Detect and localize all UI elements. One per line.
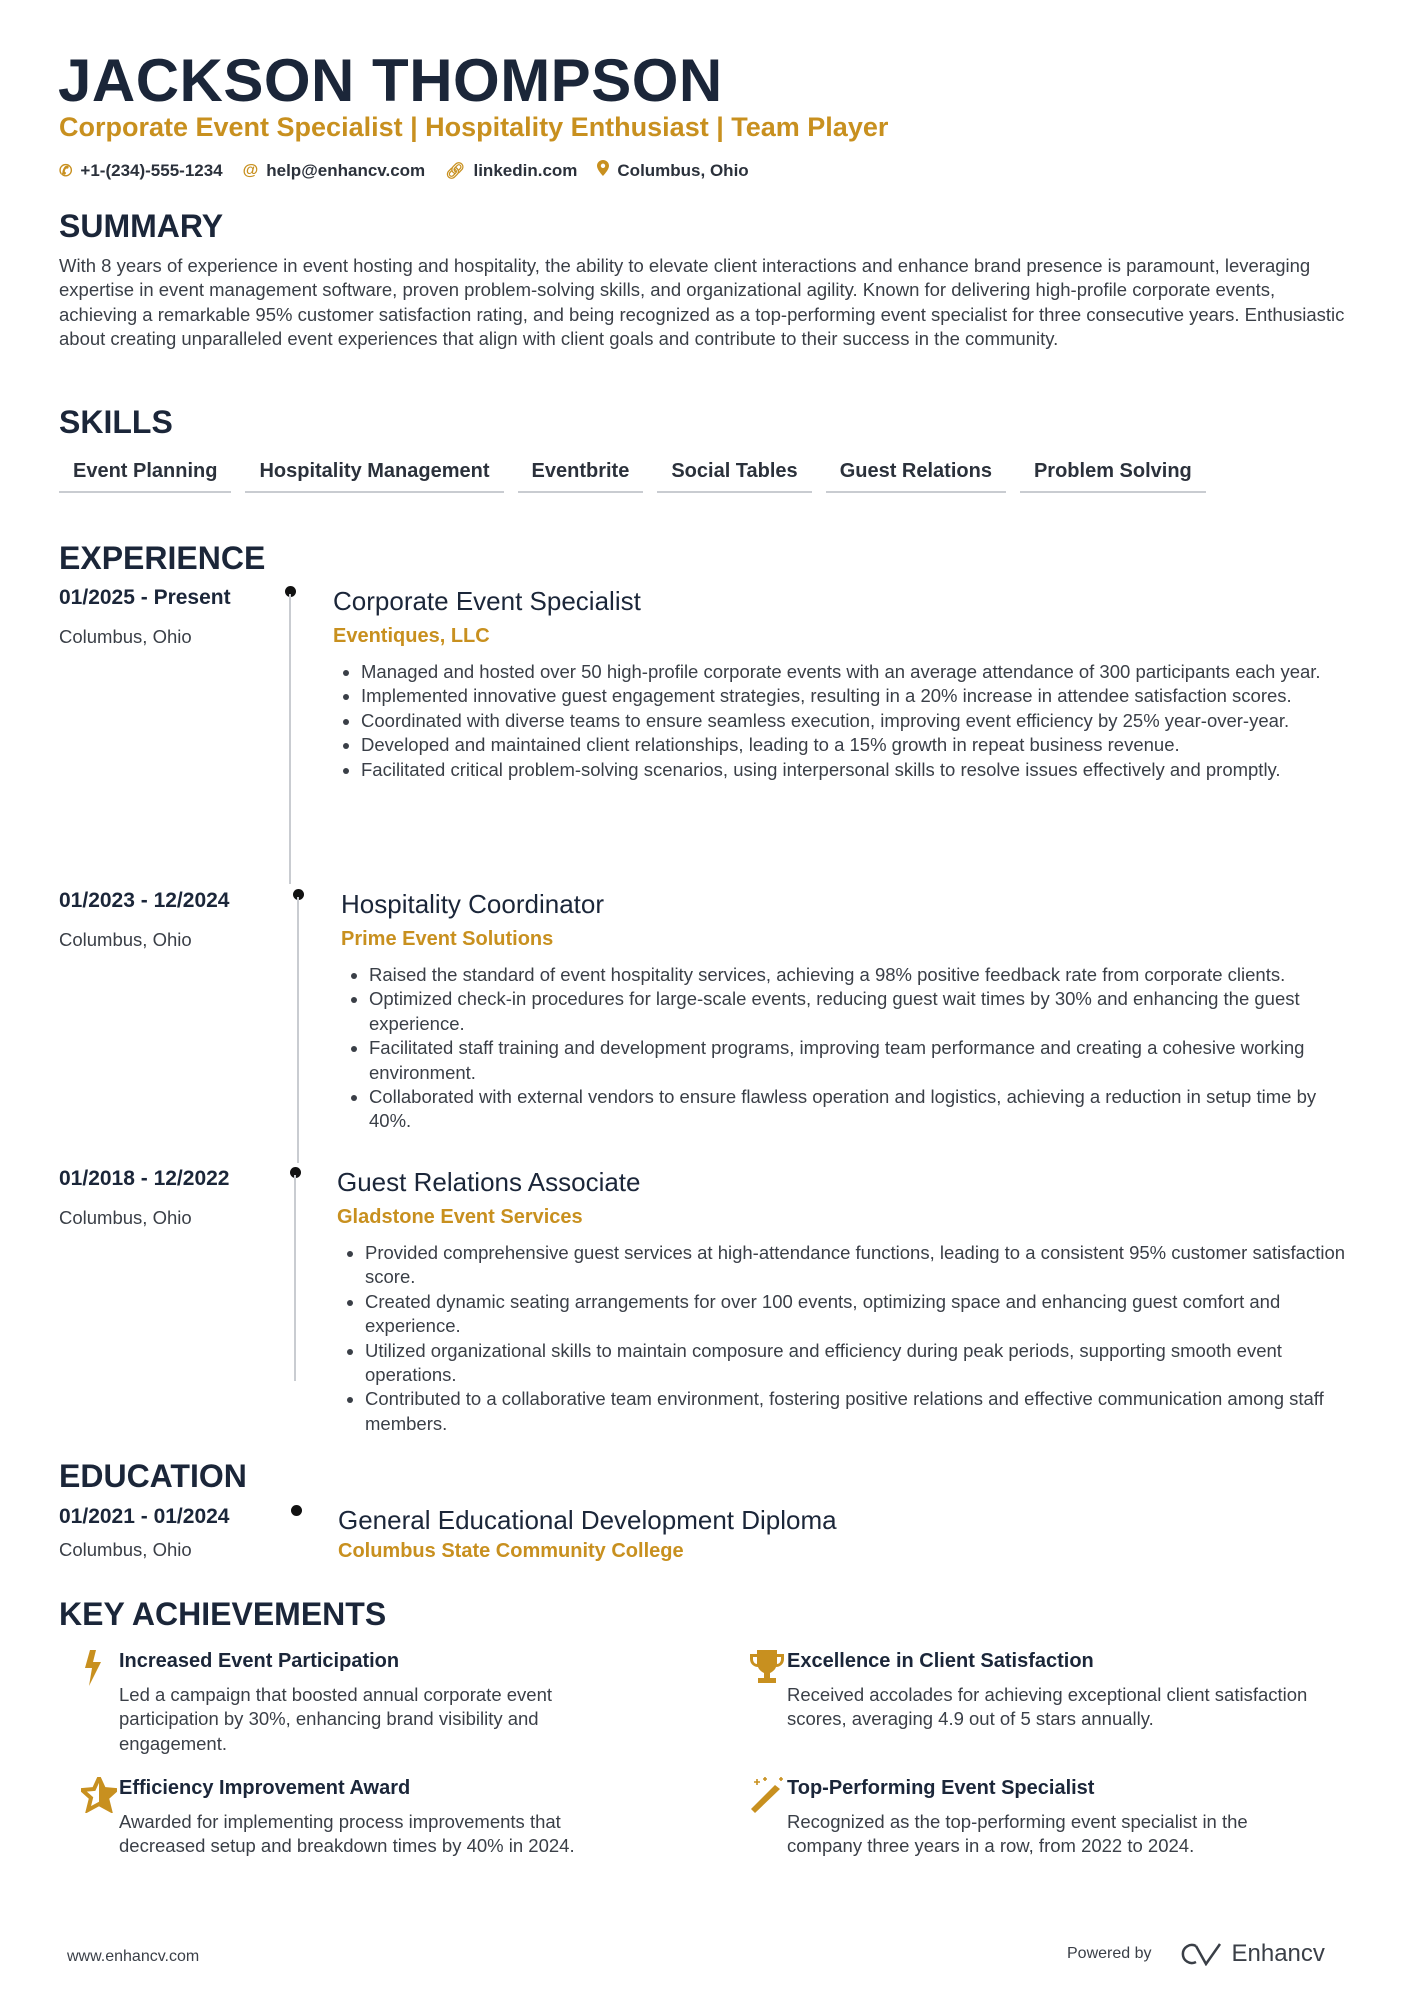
education-degree: General Educational Development Diploma [338, 1505, 837, 1535]
summary-heading: SUMMARY [59, 208, 224, 244]
achievement-text: Led a campaign that boosted annual corporate event participation by 30%, enhancing brand visibility and engagement. [119, 1684, 553, 1754]
entry-bullets [337, 1241, 1361, 1436]
entry-role: Guest Relations Associate [337, 1167, 641, 1197]
entry-company: Gladstone Event Services [337, 1206, 583, 1228]
phone-text: +1-(234)-555-1234 [80, 160, 223, 180]
timeline-dot [291, 1505, 302, 1516]
entry-bullets [341, 963, 1361, 1134]
entry-location: Columbus, Ohio [59, 1539, 192, 1560]
candidate-subtitle: Corporate Event Specialist | Hospitality Enthusiast | Team Player [59, 112, 889, 142]
education-heading: EDUCATION [59, 1458, 247, 1494]
contact-bar [59, 160, 749, 181]
bullet: • Facilitated critical problem-solving scenarios, using interpersonal skills to resolve issues effectively and promptly. [361, 758, 1363, 782]
lightning-icon [81, 1650, 115, 1686]
bullet: • Developed and maintained client relationships, leading to a 15% growth in repeat business revenue. [361, 733, 1363, 757]
achievement-title: Excellence in Client Satisfaction [787, 1650, 1094, 1672]
skill-tag: Problem Solving [1020, 458, 1206, 493]
bullet: • Raised the standard of event hospitality services, achieving a 98% positive feedback rate from corporate clients. [369, 963, 1361, 987]
education-school: Columbus State Community College [338, 1540, 684, 1562]
star-icon [81, 1777, 115, 1813]
trophy-icon [749, 1650, 783, 1686]
skill-tag: Eventbrite [518, 458, 644, 493]
enhancv-logo-icon [1178, 1942, 1224, 1966]
contact-email[interactable] [243, 160, 426, 181]
timeline-line [289, 594, 291, 884]
footer-website[interactable]: www.enhancv.com [67, 1948, 200, 1965]
skill-tag: Hospitality Management [245, 458, 503, 493]
summary-text: With 8 years of experience in event hosting and hospitality, the ability to elevate client interactions and enhance brand presence is paramount, leveraging expertise in event management software, proven problem-solving skills, and organizational agility. Known for delivering high-profile corporate events, achieving a remarkable 95% customer satisfaction rating, and being recognized as a top-performing event specialist for three consecutive years. Enthusiastic about creating unparalleled event experiences that align with client goals and contribute to their success in the community. [59, 255, 1345, 350]
entry-company: Prime Event Solutions [341, 928, 554, 950]
bullet: • Implemented innovative guest engagement strategies, resulting in a 20% increase in attendee satisfaction scores. [361, 684, 1363, 708]
timeline-line [294, 1175, 296, 1381]
entry-date: 01/2021 - 01/2024 [59, 1505, 230, 1528]
achievement-title: Top-Performing Event Specialist [787, 1777, 1095, 1799]
achievement-item [81, 1650, 641, 1756]
bullet: • Contributed to a collaborative team environment, fostering positive relations and effective communication among staff members. [365, 1387, 1361, 1436]
achievement-item [749, 1650, 1309, 1732]
brand-name: Enhancv [1231, 1940, 1325, 1967]
magic-wand-icon [749, 1777, 783, 1813]
link-icon: 🔗︎ [445, 162, 466, 180]
achievement-item [749, 1777, 1309, 1859]
contact-location [597, 160, 748, 181]
contact-linkedin[interactable] [445, 160, 577, 181]
contact-phone[interactable] [59, 160, 223, 181]
bullet: • Managed and hosted over 50 high-profile corporate events with an average attendance of 300 participants each year. [361, 660, 1363, 684]
footer-powered [1067, 1940, 1325, 1968]
timeline-line [297, 897, 299, 1163]
skill-tag: Social Tables [657, 458, 811, 493]
bullet: • Provided comprehensive guest services at high-attendance functions, leading to a consistent 95% customer satisfaction score. [365, 1241, 1361, 1290]
achievement-text: Awarded for implementing process improvements that decreased setup and breakdown times by 40% in 2024. [119, 1811, 575, 1857]
skill-tag: Guest Relations [826, 458, 1006, 493]
entry-company: Eventiques, LLC [333, 625, 490, 647]
bullet: • Coordinated with diverse teams to ensure seamless execution, improving event efficiency by 25% year-over-year. [361, 709, 1363, 733]
at-icon: @ [242, 161, 259, 179]
achievement-title: Increased Event Participation [119, 1650, 400, 1672]
candidate-name: JACKSON THOMPSON [58, 47, 723, 114]
entry-location: Columbus, Ohio [59, 626, 192, 647]
entry-role: Corporate Event Specialist [333, 586, 641, 616]
skills-list [59, 458, 1206, 493]
entry-location: Columbus, Ohio [59, 1207, 192, 1228]
achievement-title: Efficiency Improvement Award [119, 1777, 411, 1799]
entry-role: Hospitality Coordinator [341, 889, 605, 919]
bullet: • Created dynamic seating arrangements for over 100 events, optimizing space and enhancing guest comfort and experience. [365, 1290, 1361, 1339]
powered-by-label: Powered by [1067, 1945, 1152, 1962]
bullet: • Collaborated with external vendors to ensure flawless operation and logistics, achieving a reduction in setup time by 40%. [369, 1085, 1361, 1134]
skill-tag: Event Planning [59, 458, 231, 493]
entry-date: 01/2018 - 12/2022 [59, 1167, 230, 1190]
email-text: help@enhancv.com [266, 160, 426, 180]
entry-date: 01/2023 - 12/2024 [59, 889, 230, 912]
bullet: • Utilized organizational skills to maintain composure and efficiency during peak periods, supporting smooth event operations. [365, 1339, 1361, 1388]
achievement-text: Recognized as the top-performing event specialist in the company three years in a row, from 2022 to 2024. [787, 1811, 1248, 1857]
skills-heading: SKILLS [59, 404, 173, 440]
entry-date: 01/2025 - Present [59, 586, 231, 609]
enhancv-logo[interactable] [1178, 1940, 1325, 1968]
bullet: • Facilitated staff training and development programs, improving team performance and creating a cohesive working environment. [369, 1036, 1361, 1085]
achievements-heading: KEY ACHIEVEMENTS [59, 1596, 387, 1632]
phone-icon: ✆ [59, 162, 73, 180]
location-text: Columbus, Ohio [617, 160, 749, 180]
linkedin-text: linkedin.com [473, 160, 578, 180]
location-pin-icon [597, 160, 609, 181]
experience-heading: EXPERIENCE [59, 540, 266, 576]
entry-location: Columbus, Ohio [59, 929, 192, 950]
achievement-item [81, 1777, 641, 1859]
entry-bullets [333, 660, 1363, 782]
bullet: • Optimized check-in procedures for large-scale events, reducing guest wait times by 30% and enhancing the guest experience. [369, 987, 1361, 1036]
achievement-text: Received accolades for achieving exceptional client satisfaction scores, averaging 4.9 out of 5 stars annually. [787, 1684, 1308, 1730]
